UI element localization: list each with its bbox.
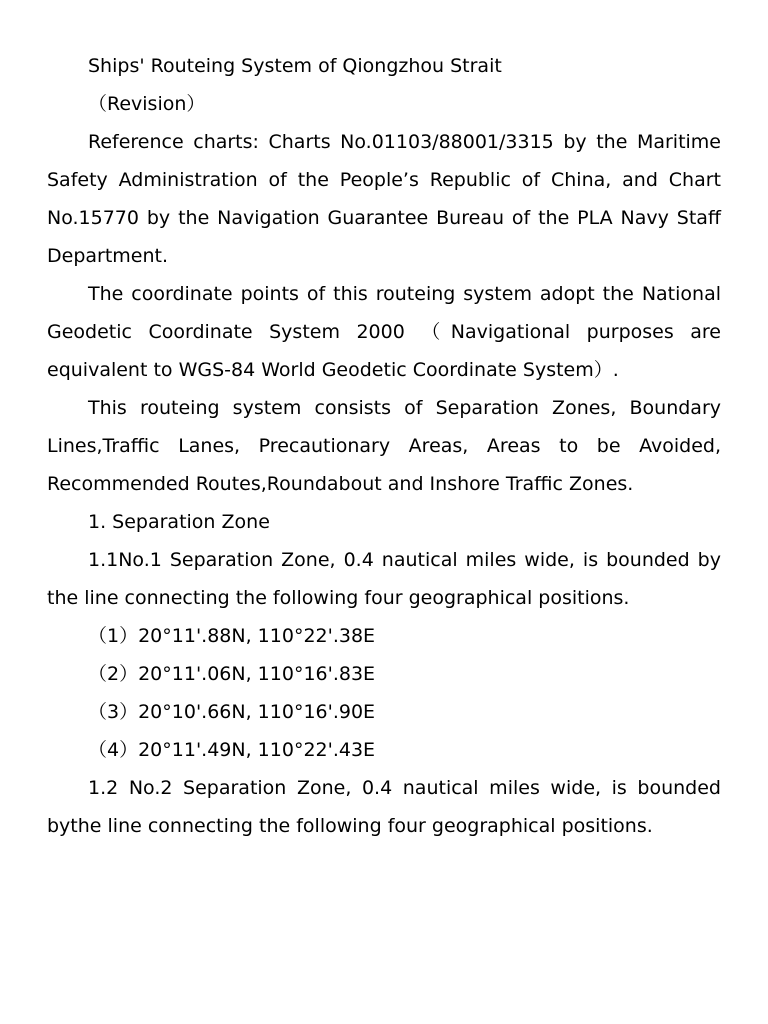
position-item: （4）20°11'.49N, 110°22'.43E (88, 739, 376, 761)
document-body (47, 47, 721, 845)
coordinate-system-paragraph: The coordinate points of this routeing system adopt the National Geodetic Coordinate System 2000 （Navigational purposes are equivalent to WGS-84 World Geodetic Coordinate System）. (47, 283, 721, 381)
section-heading-separation-zone: 1. Separation Zone (88, 511, 270, 533)
separation-zone-2-paragraph: 1.2 No.2 Separation Zone, 0.4 nautical miles wide, is bounded bythe line connecting the following four geographical positions. (47, 777, 721, 837)
position-item: （1）20°11'.88N, 110°22'.38E (88, 625, 376, 647)
document-title: Ships' Routeing System of Qiongzhou Strait (88, 55, 502, 77)
reference-charts-paragraph: Reference charts: Charts No.01103/88001/3315 by the Maritime Safety Administration of the People’s Republic of China, and Chart No.15770 by the Navigation Guarantee Bureau of the PLA Navy Staff Department. (47, 131, 721, 267)
position-item: （2）20°11'.06N, 110°16'.83E (88, 663, 376, 685)
position-item: （3）20°10'.66N, 110°16'.90E (88, 701, 376, 723)
separation-zone-1-paragraph: 1.1No.1 Separation Zone, 0.4 nautical miles wide, is bounded by the line connecting the following four geographical positions. (47, 549, 721, 609)
system-components-paragraph: This routeing system consists of Separation Zones, Boundary Lines,Traffic Lanes, Precautionary Areas, Areas to be Avoided, Recommended Routes,Roundabout and Inshore Traffic Zones. (47, 397, 721, 495)
revision-note: （Revision） (88, 93, 206, 115)
